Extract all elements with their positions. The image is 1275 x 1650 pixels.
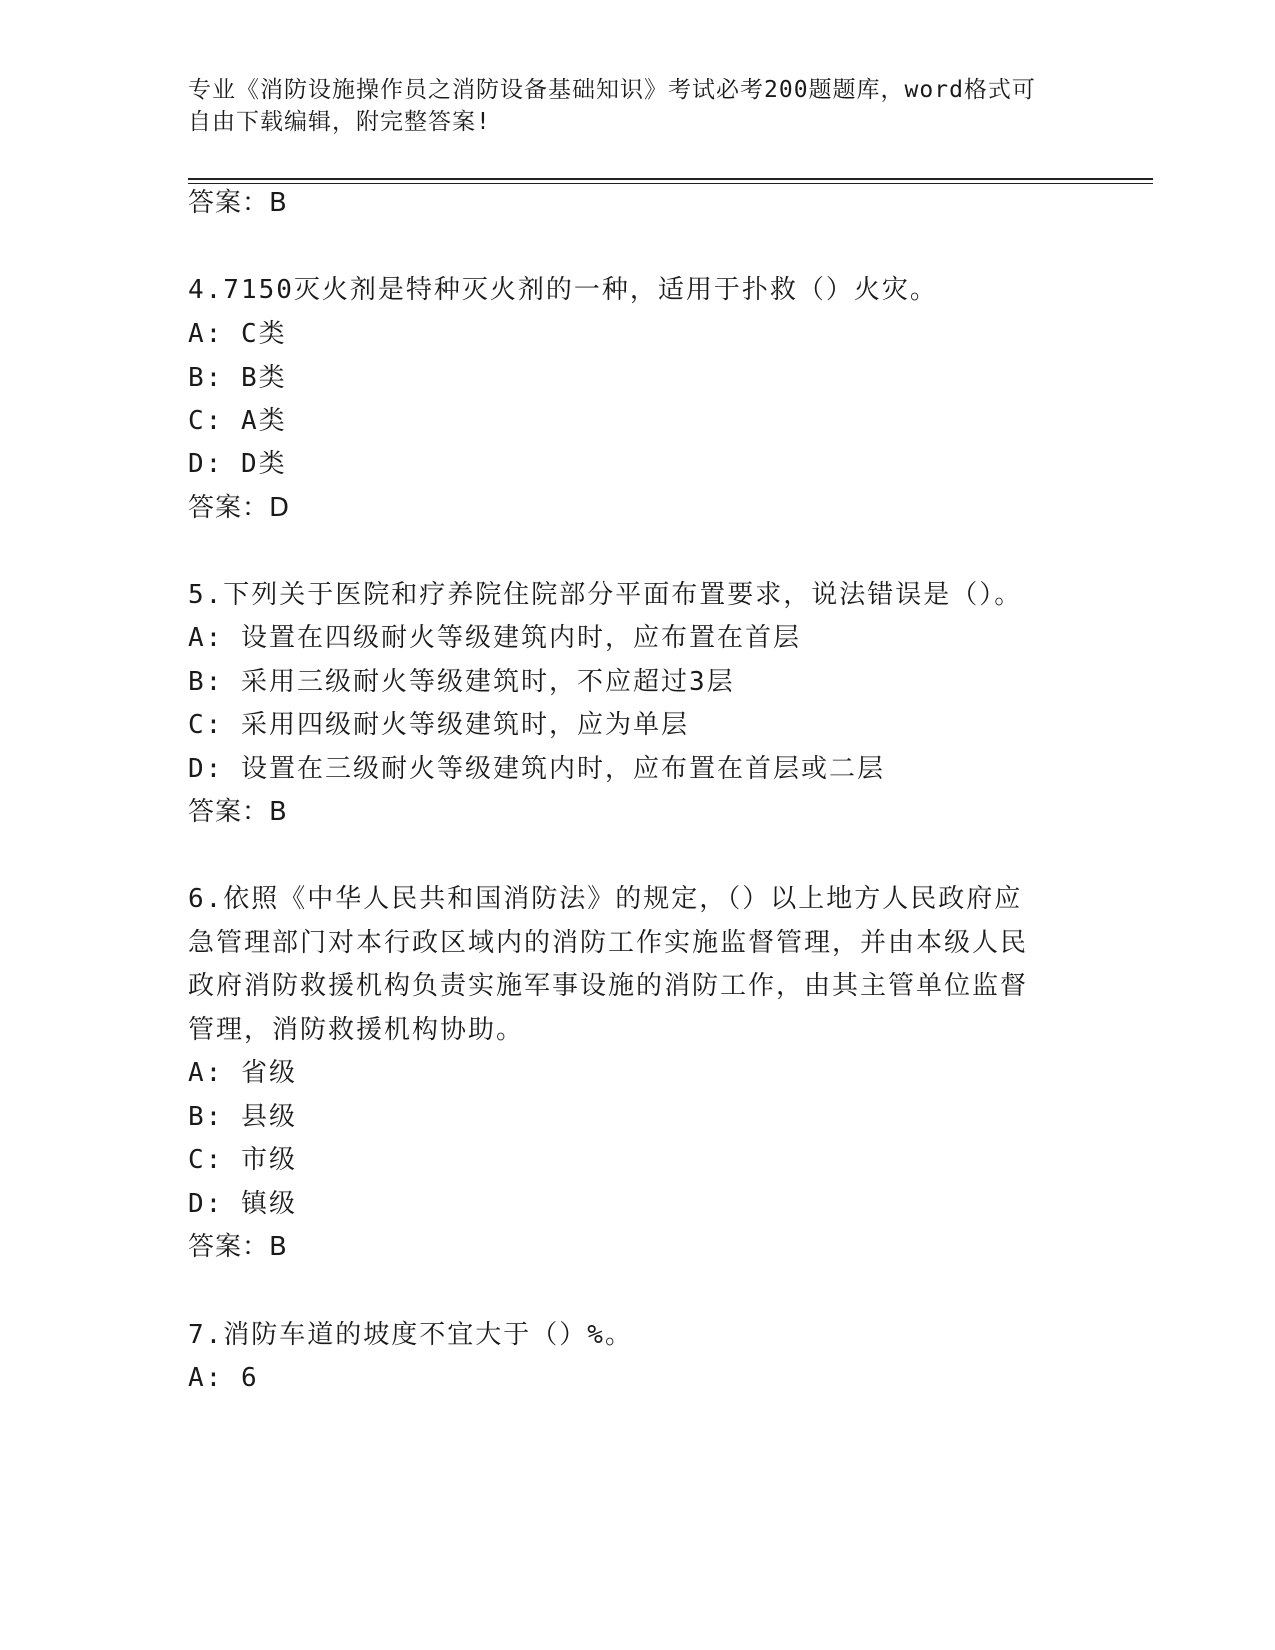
- question-5-option-d: D: 设置在三级耐火等级建筑内时，应布置在首层或二层: [188, 754, 885, 784]
- question-5-stem: 5.下列关于医院和疗养院住院部分平面布置要求，说法错误是（）。: [188, 580, 1023, 610]
- question-6-stem-line-2: 急管理部门对本行政区域内的消防工作实施监督管理，并由本级人民: [188, 928, 1029, 958]
- question-7-option-a: A: 6: [188, 1363, 259, 1393]
- previous-answer: 答案：B: [188, 188, 288, 218]
- question-4-option-d: D: D类: [188, 449, 287, 479]
- question-5-option-c: C: 采用四级耐火等级建筑时，应为单层: [188, 710, 689, 740]
- question-5-option-a: A: 设置在四级耐火等级建筑内时，应布置在首层: [188, 623, 801, 653]
- question-6-answer: 答案：B: [188, 1232, 288, 1262]
- question-4-option-c: C: A类: [188, 406, 287, 436]
- question-6-option-b: B: 县级: [188, 1102, 297, 1132]
- question-5-answer: 答案：B: [188, 797, 288, 827]
- question-6-option-d: D: 镇级: [188, 1189, 297, 1219]
- question-4-option-a: A: C类: [188, 319, 287, 349]
- question-5-option-b: B: 采用三级耐火等级建筑时，不应超过3层: [188, 667, 735, 697]
- header-divider-thick: [188, 178, 1153, 180]
- question-6-option-c: C: 市级: [188, 1145, 297, 1175]
- question-6-stem-line-1: 6.依照《中华人民共和国消防法》的规定，（）以上地方人民政府应: [188, 884, 1023, 914]
- document-header: [188, 74, 1068, 138]
- question-4-option-b: B: B类: [188, 363, 287, 393]
- header-divider-thin: [188, 183, 1153, 184]
- question-6-stem-line-3: 政府消防救援机构负责实施军事设施的消防工作，由其主管单位监督: [188, 971, 1029, 1001]
- question-6-stem-line-4: 管理，消防救援机构协助。: [188, 1015, 525, 1045]
- header-line-1: 专业《消防设施操作员之消防设备基础知识》考试必考200题题库，word格式可: [188, 77, 1036, 103]
- header-line-2: 自由下载编辑，附完整答案!: [188, 109, 491, 135]
- question-4-answer: 答案：D: [188, 493, 291, 523]
- question-4-stem: 4.7150灭火剂是特种灭火剂的一种，适用于扑救（）火灾。: [188, 275, 938, 305]
- question-6-option-a: A: 省级: [188, 1058, 297, 1088]
- question-7-stem: 7.消防车道的坡度不宜大于（）%。: [188, 1320, 633, 1350]
